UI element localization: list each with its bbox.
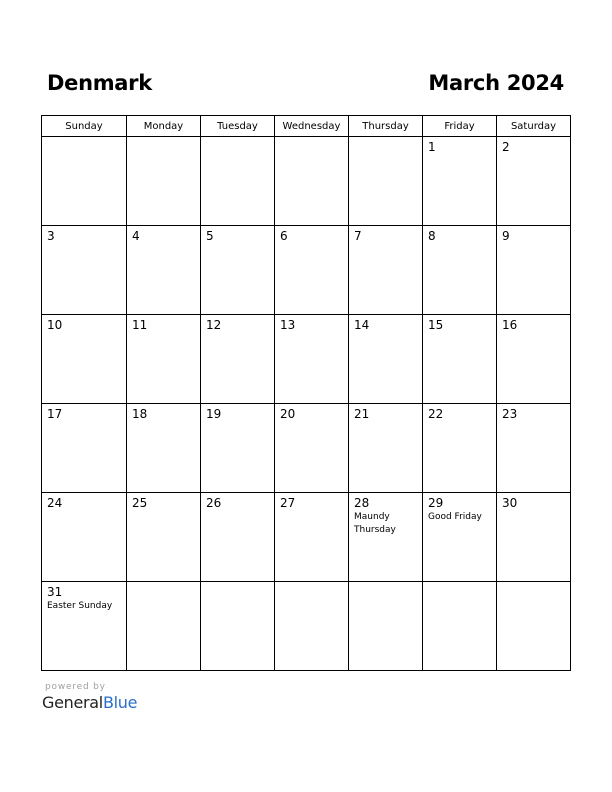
holiday-label: Good Friday [428, 512, 482, 522]
empty-day-cell [201, 137, 275, 226]
empty-day-cell [127, 582, 201, 671]
day-number: 16 [502, 318, 518, 332]
weekday-header: Sunday [42, 116, 127, 137]
day-number: 6 [280, 229, 288, 243]
logo-general-text: General [42, 693, 103, 712]
week-row [42, 493, 571, 582]
day-cell [423, 226, 497, 315]
weekday-header: Thursday [349, 116, 423, 137]
weekday-header: Monday [127, 116, 201, 137]
week-row [42, 226, 571, 315]
day-cell [349, 226, 423, 315]
day-number: 23 [502, 407, 518, 421]
month-title: March 2024 [428, 71, 564, 95]
day-number: 19 [206, 407, 222, 421]
empty-day-cell [42, 137, 127, 226]
day-cell [201, 493, 275, 582]
day-cell [349, 315, 423, 404]
day-number: 27 [280, 496, 296, 510]
day-cell [42, 404, 127, 493]
day-cell [497, 404, 571, 493]
week-row [42, 315, 571, 404]
day-number: 24 [47, 496, 63, 510]
day-number: 4 [132, 229, 140, 243]
logo-blue-text: Blue [102, 693, 138, 712]
week-row [42, 404, 571, 493]
weekday-header: Saturday [497, 116, 571, 137]
day-number: 3 [47, 229, 55, 243]
day-cell [275, 315, 349, 404]
country-title: Denmark [47, 71, 152, 95]
day-cell [497, 315, 571, 404]
empty-day-cell [275, 137, 349, 226]
day-number: 5 [206, 229, 214, 243]
day-cell [349, 493, 423, 582]
day-number: 22 [428, 407, 444, 421]
holiday-label: Easter Sunday [47, 601, 113, 611]
calendar-grid [41, 115, 571, 671]
empty-day-cell [423, 582, 497, 671]
weekday-header: Friday [423, 116, 497, 137]
day-cell [42, 582, 127, 671]
powered-by-text: powered by [45, 682, 106, 692]
day-cell [42, 493, 127, 582]
weekday-header-row [42, 116, 571, 137]
generalblue-logo [42, 693, 137, 712]
day-number: 18 [132, 407, 148, 421]
weekday-header: Wednesday [275, 116, 349, 137]
day-cell [275, 404, 349, 493]
day-number: 13 [280, 318, 296, 332]
day-number: 29 [428, 496, 444, 510]
day-cell [275, 226, 349, 315]
day-number: 15 [428, 318, 444, 332]
day-number: 2 [502, 140, 510, 154]
brand-footer [42, 682, 137, 712]
weekday-header: Tuesday [201, 116, 275, 137]
empty-day-cell [201, 582, 275, 671]
day-cell [201, 226, 275, 315]
day-number: 9 [502, 229, 510, 243]
empty-day-cell [349, 582, 423, 671]
day-number: 17 [47, 407, 63, 421]
day-number: 14 [354, 318, 370, 332]
day-cell [423, 315, 497, 404]
day-cell [497, 493, 571, 582]
day-number: 31 [47, 585, 63, 599]
day-cell [42, 226, 127, 315]
week-row [42, 582, 571, 671]
day-number: 7 [354, 229, 362, 243]
day-cell [423, 404, 497, 493]
day-number: 8 [428, 229, 436, 243]
day-number: 28 [354, 496, 370, 510]
empty-day-cell [349, 137, 423, 226]
day-cell [349, 404, 423, 493]
day-number: 30 [502, 496, 518, 510]
empty-day-cell [497, 582, 571, 671]
day-number: 11 [132, 318, 148, 332]
day-cell [201, 404, 275, 493]
day-cell [275, 493, 349, 582]
holiday-label: Maundy Thursday [354, 512, 396, 535]
empty-day-cell [275, 582, 349, 671]
day-cell [201, 315, 275, 404]
day-number: 25 [132, 496, 148, 510]
day-cell [127, 404, 201, 493]
day-cell [423, 493, 497, 582]
day-cell [42, 315, 127, 404]
day-cell [423, 137, 497, 226]
day-number: 20 [280, 407, 296, 421]
day-number: 12 [206, 318, 222, 332]
day-cell [497, 137, 571, 226]
day-cell [497, 226, 571, 315]
day-cell [127, 226, 201, 315]
day-number: 10 [47, 318, 63, 332]
day-number: 26 [206, 496, 222, 510]
empty-day-cell [127, 137, 201, 226]
day-number: 1 [428, 140, 436, 154]
week-row [42, 137, 571, 226]
day-cell [127, 493, 201, 582]
day-number: 21 [354, 407, 370, 421]
day-cell [127, 315, 201, 404]
